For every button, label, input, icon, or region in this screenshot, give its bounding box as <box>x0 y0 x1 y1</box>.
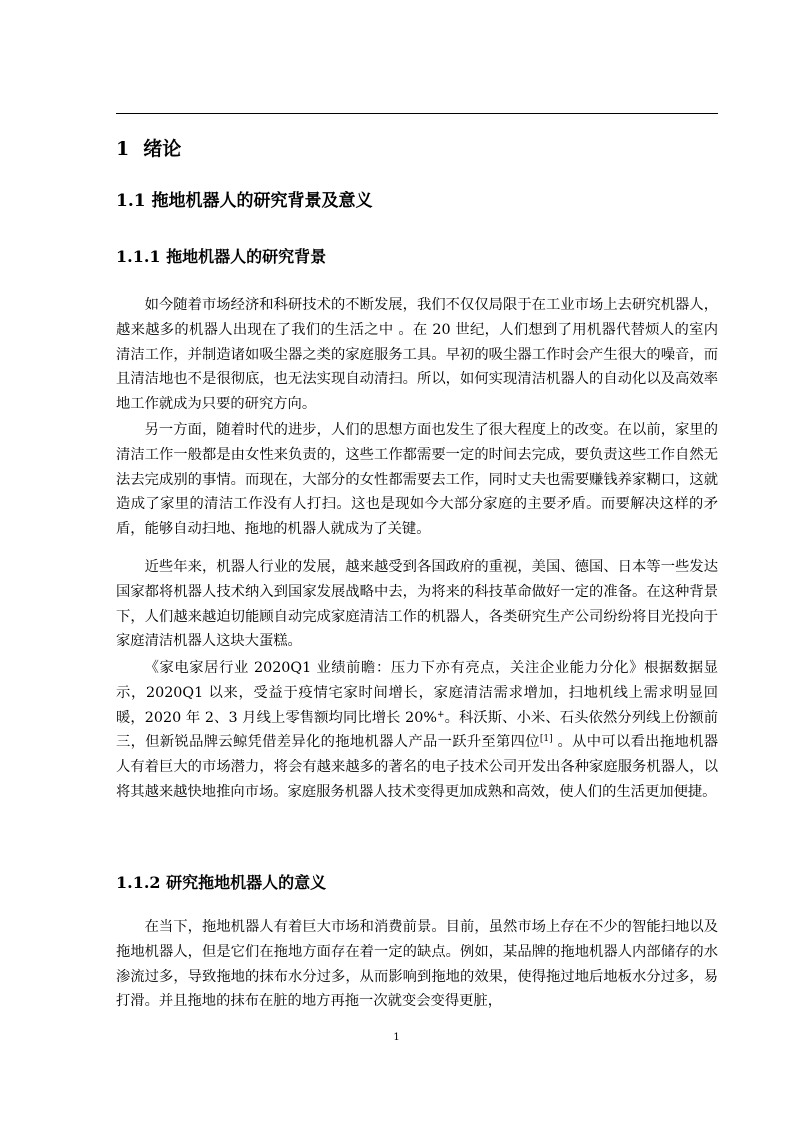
paragraph-4-part-2: 。科沃斯、小米、石头依然分列线上份额前三，但新锐品牌云鲸凭借差异化的拖地机器人产品一跃升至第四位 <box>116 709 719 751</box>
subsection-heading-significance: 1.1.2 研究拖地机器人的意义 <box>116 873 327 892</box>
paragraph-1: 如今随着市场经济和科研技术的不断发展，我们不仅仅局限于在工业市场上去研究机器人，越来越多的机器人出现在了我们的生活之中 。在 20 世纪，人们想到了用机器代替烦人的室内清洁工作，并制造诸如吸尘器之类的家庭服务工具。早初的吸尘器工作时会产生很大的噪音，而且清洁地也不是很彻底，也无法实现自动清扫。所以，如何实现清洁机器人的自动化以及高效率地工作就成为只要的研究方向。 <box>116 297 718 413</box>
paragraph-4-part-1: 《家电家居行业 2020Q1 业绩前瞻：压力下亦有亮点，关注企业能力分化》根据数据显示，2020Q1 以来，受益于疫情宅家时间增长，家庭清洁需求增加，扫地机线上需求明显回暖，2020 年 2、3 月线上零售额均同比增长 20% <box>116 660 718 726</box>
chapter-heading <box>116 134 181 161</box>
citation-superscript: [1] <box>539 734 553 745</box>
plus-superscript: + <box>436 709 445 720</box>
paragraph-5: 在当下，拖地机器人有着巨大市场和消费前景。目前，虽然市场上存在不少的智能扫地以及拖地机器人，但是它们在拖地方面存在着一定的缺点。例如，某品牌的拖地机器人内部储存的水渗流过多，导致拖地的抹布水分过多，从而影响到拖地的效果，使得拖过地后地板水分过多，易打滑。并且拖地的抹布在脏的地方再拖一次就变会变得更脏， <box>116 919 718 1010</box>
paragraph-2: 另一方面，随着时代的进步，人们的思想方面也发生了很大程度上的改变。在以前，家里的清洁工作一般都是由女性来负责的，这些工作都需要一定的时间去完成，要负责这些工作自然无法去完成别的事情。而现在，大部分的女性都需要去工作，同时丈夫也需要赚钱养家糊口，这就造成了家里的清洁工作没有人打扫。这也是现如今大部分家庭的主要矛盾。而要解决这样的矛盾，能够自动扫地、拖地的机器人就成为了关键。 <box>116 422 718 538</box>
paragraph-3: 近些年来，机器人行业的发展，越来越受到各国政府的重视，美国、德国、日本等一些发达国家都将机器人技术纳入到国家发展战略中去，为将来的科技革命做好一定的准备。在这种背景下，人们越来越迫切能顾自动完成家庭清洁工作的机器人，各类研究生产公司纷纷将目光投向于家庭清洁机器人这块大蛋糕。 <box>116 559 718 650</box>
page-number: 1 <box>393 1032 400 1043</box>
chapter-title: 绪论 <box>143 138 182 160</box>
subsection-heading-background: 1.1.1 拖地机器人的研究背景 <box>116 247 327 266</box>
section-heading: 1.1 拖地机器人的研究背景及意义 <box>116 191 373 211</box>
paragraph-4 <box>116 656 718 805</box>
paragraph-4-part-3: 。从中可以看出拖地机器人有着巨大的市场潜力，将会有越来越多的著名的电子技术公司开发出各种家庭服务机器人，以将其越来越快地推向市场。家庭服务机器人技术变得更加成熟和高效，使人们的生活更加便捷。 <box>116 734 719 800</box>
header-rule <box>116 113 718 114</box>
chapter-number: 1 <box>116 138 130 160</box>
